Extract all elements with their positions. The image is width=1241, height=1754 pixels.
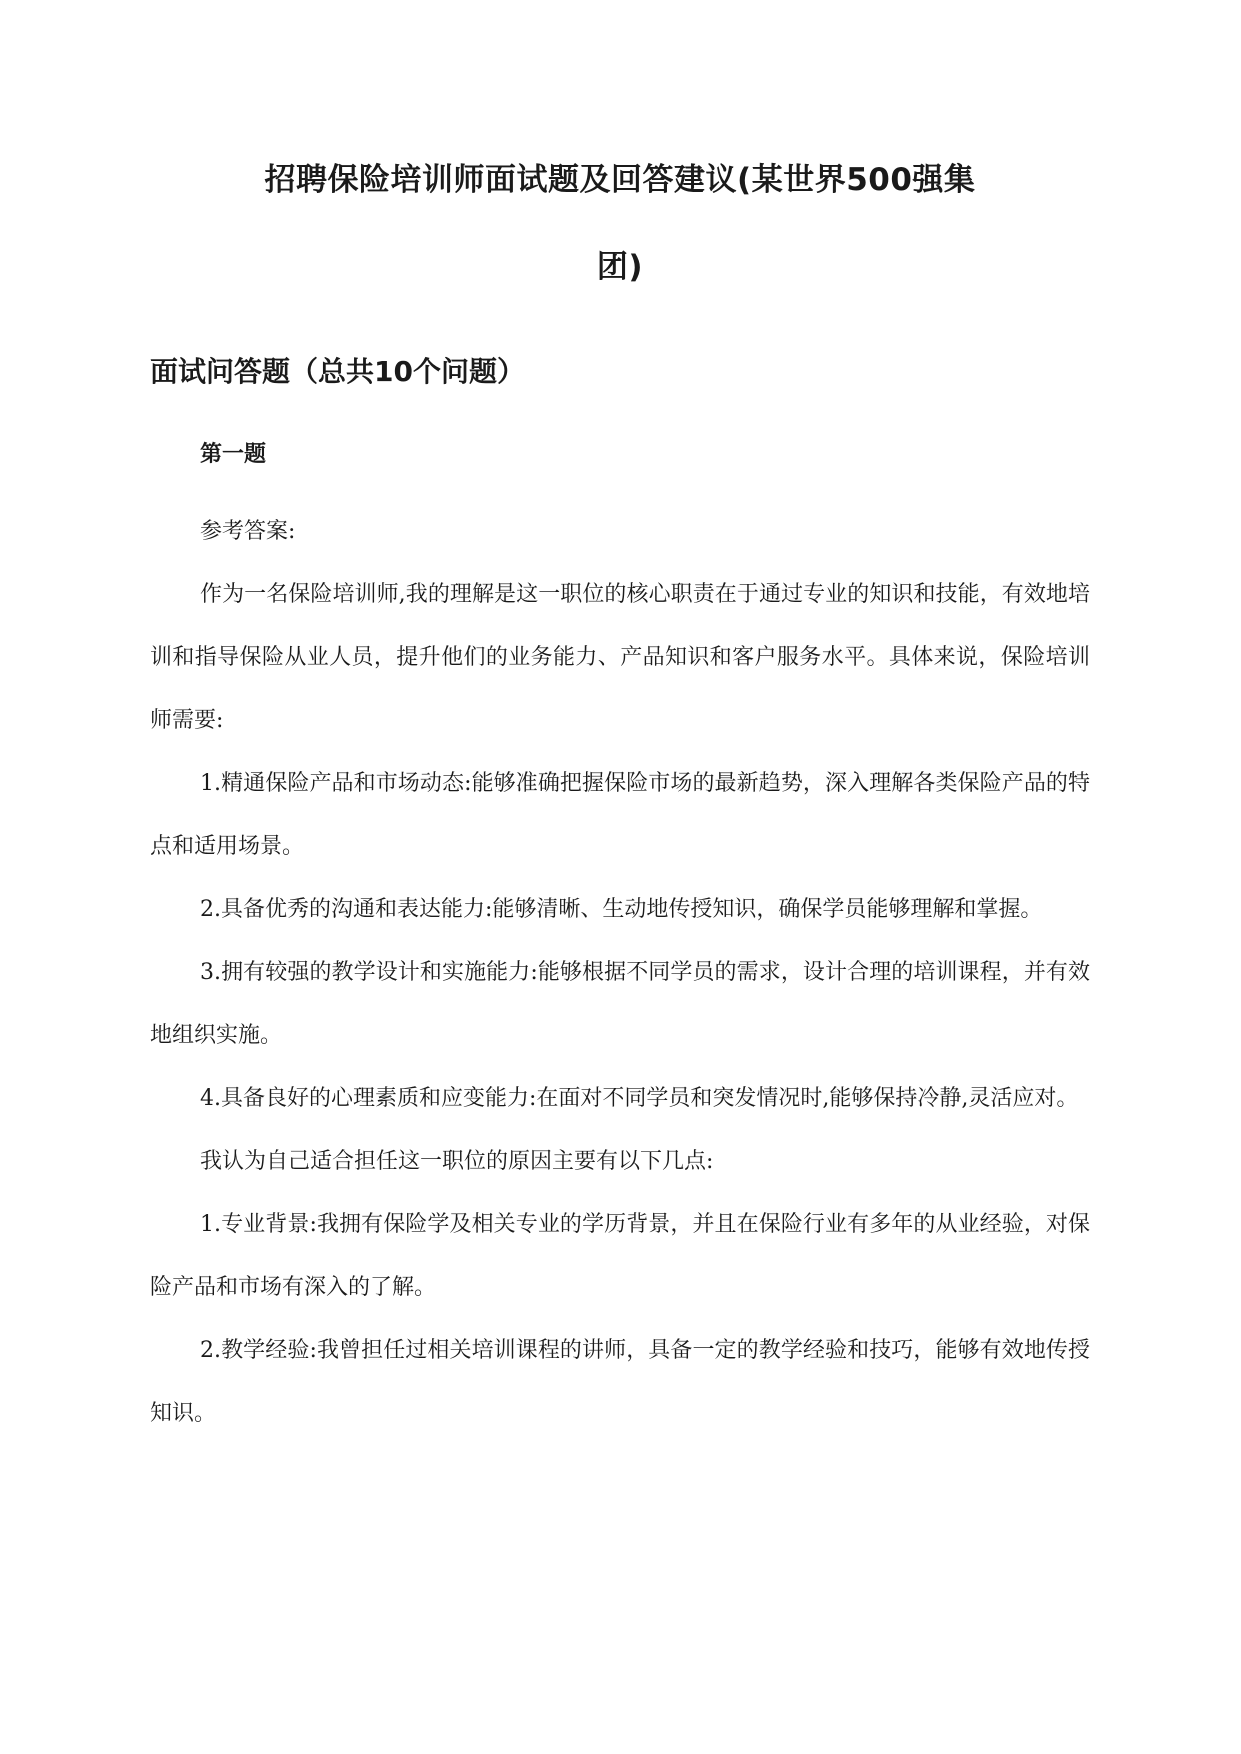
- paragraph-requirement-2: 2.具备优秀的沟通和表达能力:能够清晰、生动地传授知识，确保学员能够理解和掌握。: [200, 897, 1043, 922]
- paragraph-fit-reason-1: 1.专业背景:我拥有保险学及相关专业的学历背景，并且在保险行业有多年的从业经验，对保险产品和市场有深入的了解。: [150, 1212, 1090, 1300]
- answer-label: 参考答案:: [200, 519, 296, 544]
- paragraph-requirement-4: 4.具备良好的心理素质和应变能力:在面对不同学员和突发情况时,能够保持冷静,灵活应对。: [200, 1086, 1079, 1111]
- paragraph-role-understanding: 作为一名保险培训师,我的理解是这一职位的核心职责在于通过专业的知识和技能，有效地培训和指导保险从业人员，提升他们的业务能力、产品知识和客户服务水平。具体来说，保险培训师需要:: [150, 582, 1090, 733]
- paragraph-fit-reason-2: 2.教学经验:我曾担任过相关培训课程的讲师，具备一定的教学经验和技巧，能够有效地传授知识。: [150, 1338, 1090, 1426]
- section-heading: 面试问答题（总共10个问题）: [150, 355, 525, 388]
- paragraph-fit-intro: 我认为自己适合担任这一职位的原因主要有以下几点:: [200, 1149, 714, 1174]
- answer-body: [150, 500, 1090, 1445]
- document-title-line-2: 团): [596, 249, 644, 285]
- paragraph-requirement-3: 3.拥有较强的教学设计和实施能力:能够根据不同学员的需求，设计合理的培训课程，并有效地组织实施。: [150, 960, 1090, 1048]
- question-heading: 第一题: [200, 442, 267, 467]
- paragraph-requirement-1: 1.精通保险产品和市场动态:能够准确把握保险市场的最新趋势，深入理解各类保险产品的特点和适用场景。: [150, 771, 1090, 859]
- document-title-line-1: 招聘保险培训师面试题及回答建议(某世界500强集: [264, 162, 976, 198]
